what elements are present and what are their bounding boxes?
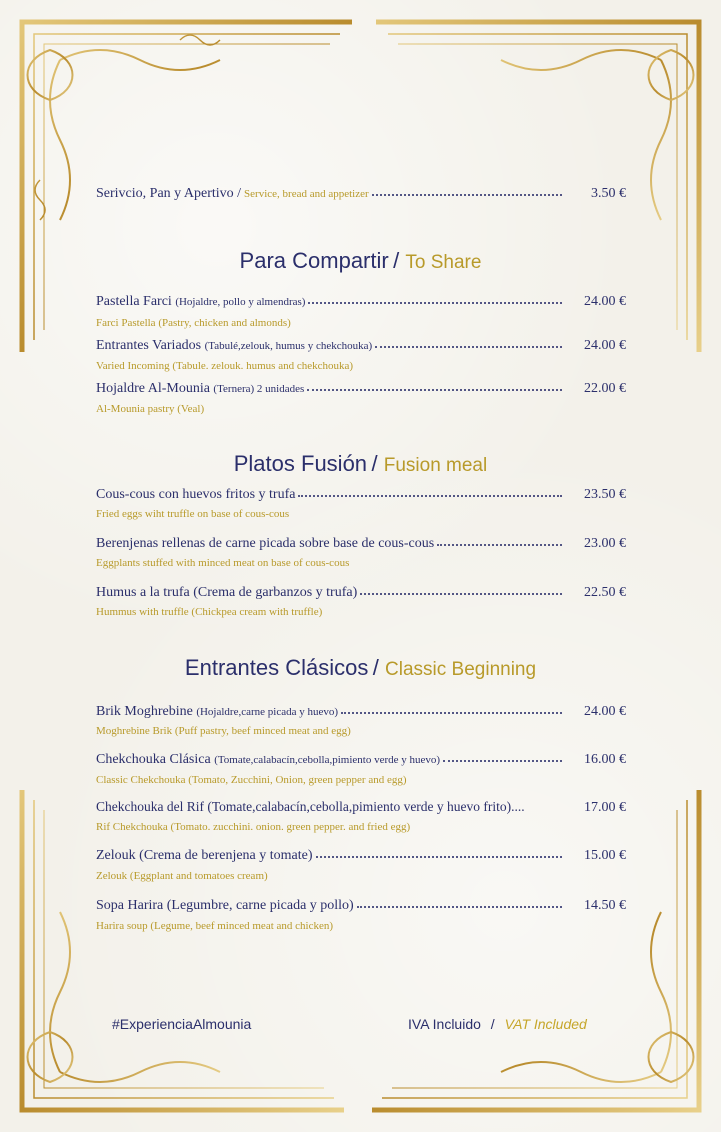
dot-leader (443, 757, 562, 762)
hashtag: #ExperienciaAlmounia (112, 1016, 252, 1032)
item-name-en: Classic Chekchouka (Tomato, Zucchini, Onion, green pepper and egg) (96, 774, 407, 786)
item-price: 24.00 € (584, 294, 626, 309)
item-detail: (Hojaldre, pollo y almendras) (175, 296, 306, 308)
dot-leader (341, 709, 562, 714)
item-name: Hojaldre Al-Mounia (96, 381, 210, 396)
item-name-en: Fried eggs wiht truffle on base of cous-cous (96, 508, 290, 520)
section-title-en: To Share (405, 252, 482, 273)
section-heading-fusion: Platos Fusión / Fusion meal (233, 451, 488, 476)
item-name-en: Varied Incoming (Tabule. zelouk. humus and chekchouka) (96, 360, 354, 372)
item-name: Entrantes Variados (96, 338, 202, 353)
menu-item (96, 752, 626, 772)
dot-leader (307, 386, 562, 391)
item-detail: (Hojaldre,carne picada y huevo) (196, 706, 339, 718)
dot-leader (375, 343, 562, 348)
item-name-en: Moghrebine Brik (Puff pastry, beef minced meat and egg) (96, 725, 351, 737)
service-name-en: Service, bread and appetizer (244, 188, 369, 200)
item-name-en: Harira soup (Legume, beef minced meat and chicken) (96, 920, 334, 932)
vat-es: IVA Incluido (408, 1016, 481, 1032)
section-heading-classic: Entrantes Clásicos / Classic Beginning (184, 655, 537, 680)
dot-leader (316, 853, 562, 858)
item-name-en: Al-Mounia pastry (Veal) (96, 403, 205, 415)
service-price: 3.50 € (591, 186, 626, 201)
item-name-en: Rif Chekchouka (Tomato. zucchini. onion. green pepper. and fried egg) (96, 821, 411, 833)
service-row (96, 186, 626, 206)
item-price: 16.00 € (584, 752, 626, 767)
item-name-en: Zelouk (Eggplant and tomatoes cream) (96, 870, 268, 882)
menu-item (96, 898, 626, 918)
menu-item (96, 799, 626, 819)
item-price: 23.00 € (584, 536, 626, 551)
menu-item (96, 848, 626, 868)
item-name: Sopa Harira (Legumbre, carne picada y pollo) (96, 898, 354, 913)
section-title-es: Entrantes Clásicos (184, 655, 369, 680)
item-price: 24.00 € (584, 704, 626, 719)
dot-leader (372, 191, 562, 196)
menu-item (96, 585, 626, 605)
menu-item (96, 704, 626, 724)
section-title-en: Fusion meal (383, 455, 488, 476)
item-price: 23.50 € (584, 487, 626, 502)
menu-item (96, 381, 626, 401)
item-name: Cous-cous con huevos fritos y trufa (96, 487, 296, 502)
item-detail: (Tomate,calabacín,cebolla,pimiento verde y huevo) (214, 754, 441, 766)
item-name: Brik Moghrebine (96, 704, 193, 719)
dot-leader (298, 492, 562, 497)
section-title-es: Platos Fusión (233, 451, 368, 476)
item-name: Chekchouka del Rif (Tomate,calabacín,cebolla,pimiento verde y huevo frito).... (96, 799, 525, 814)
item-price: 22.00 € (584, 381, 626, 396)
dot-leader (357, 903, 562, 908)
item-name: Berenjenas rellenas de carne picada sobre base de cous-cous (96, 536, 435, 551)
item-name-en: Eggplants stuffed with minced meat on base of cous-cous (96, 557, 350, 569)
item-name: Chekchouka Clásica (96, 752, 211, 767)
menu-item (96, 487, 626, 507)
dot-leader (360, 590, 562, 595)
item-price: 22.50 € (584, 585, 626, 600)
item-price: 24.00 € (584, 338, 626, 353)
item-name: Humus a la trufa (Crema de garbanzos y trufa) (96, 585, 358, 600)
service-name: Serivcio, Pan y Apertivo / (96, 186, 242, 201)
dot-leader (308, 299, 562, 304)
item-name: Zelouk (Crema de berenjena y tomate) (96, 848, 313, 863)
menu-item (96, 294, 626, 314)
item-name: Pastella Farci (96, 294, 172, 309)
item-price: 14.50 € (584, 898, 626, 913)
item-name-en: Hummus with truffle (Chickpea cream with truffle) (96, 606, 323, 618)
item-price: 17.00 € (584, 800, 626, 815)
section-title-es: Para Compartir (239, 248, 389, 273)
item-detail: (Ternera) 2 unidades (213, 383, 305, 395)
item-detail: (Tabulé,zelouk, humus y chekchouka) (204, 340, 373, 352)
menu-item (96, 338, 626, 358)
dot-leader (437, 541, 562, 546)
section-heading-to-share: Para Compartir / To Share (239, 248, 482, 273)
item-name-en: Farci Pastella (Pastry, chicken and almonds) (96, 317, 291, 329)
section-title-en: Classic Beginning (385, 659, 537, 680)
item-price: 15.00 € (584, 848, 626, 863)
vat-en: VAT Included (504, 1016, 587, 1032)
vat-note (408, 1016, 587, 1032)
menu-item (96, 536, 626, 556)
vat-separator: / (490, 1016, 495, 1032)
